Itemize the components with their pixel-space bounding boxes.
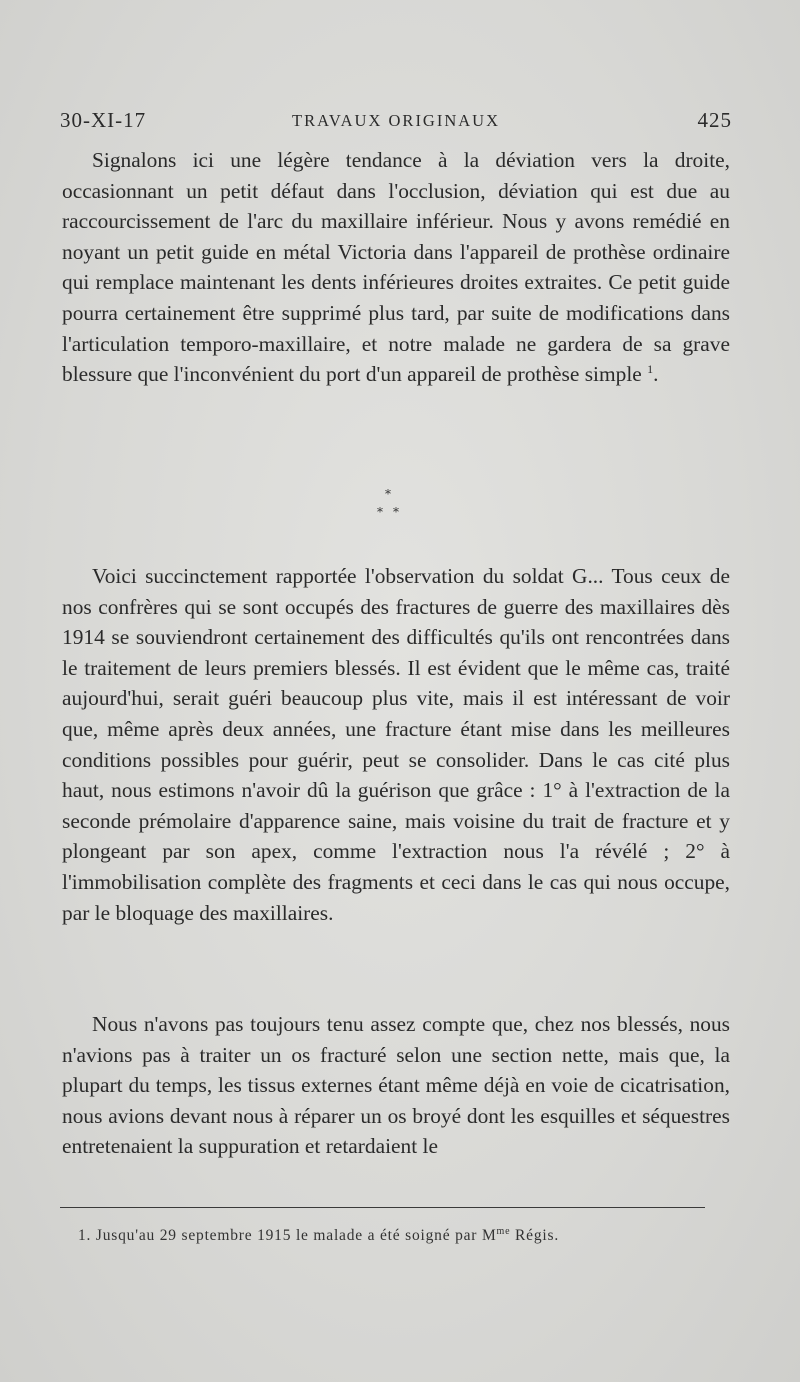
paragraph-2-text: Voici succinctement rapportée l'observation du soldat G... Tous ceux de nos confrères qui se sont occupés des fractures de guerre des maxillaires dès 1914 se souviendront certainement des difficultés qu'ils ont rencontrées dans le traitement de leurs premiers blessés. Il est évident que le même cas, traité aujourd'hui, serait guéri beaucoup plus vite, mais il est intéressant de voir que, même après deux années, une fracture étant mise dans les meilleures conditions possibles pour guérir, peut se consolider. Dans le cas cité plus haut, nous estimons n'avoir dû la guérison que grâce : 1° à l'extraction de la seconde prémolaire d'apparence saine, mais voisine du trait de fracture et y plongeant par son apex, comme l'extraction nous l'a révélé ; 2° à l'immobilisation complète des fragments et ceci dans le cas qui nous occupe, par le bloquage des maxillaires. xyxy=(62,564,730,925)
footnote-divider xyxy=(60,1207,705,1208)
asterisk-icon: * xyxy=(393,505,399,519)
section-separator-asterism xyxy=(360,484,420,524)
paragraph-2 xyxy=(62,561,730,928)
paragraph-1-text: Signalons ici une légère tendance à la déviation vers la droite, occasionnant un petit défaut dans l'occlusion, déviation qui est due au raccourcissement de l'arc du maxillaire inférieur. Nous y avons remédié en noyant un petit guide en métal Victoria dans l'appareil de prothèse ordinaire qui remplace maintenant les dents inférieures droites extraites. Ce petit guide pourra certainement être supprimé plus tard, par suite de modifications dans l'articulation temporo-maxillaire, et notre malade ne gardera de sa grave blessure que l'inconvénient du port d'un appareil de prothèse simple xyxy=(62,148,730,387)
running-title: TRAVAUX ORIGINAUX xyxy=(291,111,501,130)
footnote xyxy=(78,1227,728,1245)
footnote-text-end: Régis. xyxy=(510,1227,560,1244)
paragraph-1-end: . xyxy=(653,362,659,387)
footnote-text: Jusqu'au 29 septembre 1915 le malade a été soigné par M xyxy=(95,1227,497,1244)
running-header xyxy=(60,108,732,138)
asterisk-icon: * xyxy=(377,505,383,519)
footnote-superscript: me xyxy=(496,1225,511,1237)
paragraph-1 xyxy=(62,145,730,390)
asterisk-icon: * xyxy=(385,487,391,501)
footnote-number: 1. xyxy=(78,1227,92,1244)
paragraph-3 xyxy=(62,1009,730,1162)
footnote-reference[interactable]: 1 xyxy=(647,362,654,377)
page-number: 425 xyxy=(697,108,732,132)
header-date: 30-XI-17 xyxy=(60,108,147,132)
paragraph-3-text: Nous n'avons pas toujours tenu assez compte que, chez nos blessés, nous n'avions pas à traiter un os fracturé selon une section nette, mais que, la plupart du temps, les tissus externes étant même déjà en voie de cicatrisation, nous avions devant nous à réparer un os broyé dont les esquilles et séquestres entretenaient la suppuration et retardaient le xyxy=(62,1012,730,1159)
